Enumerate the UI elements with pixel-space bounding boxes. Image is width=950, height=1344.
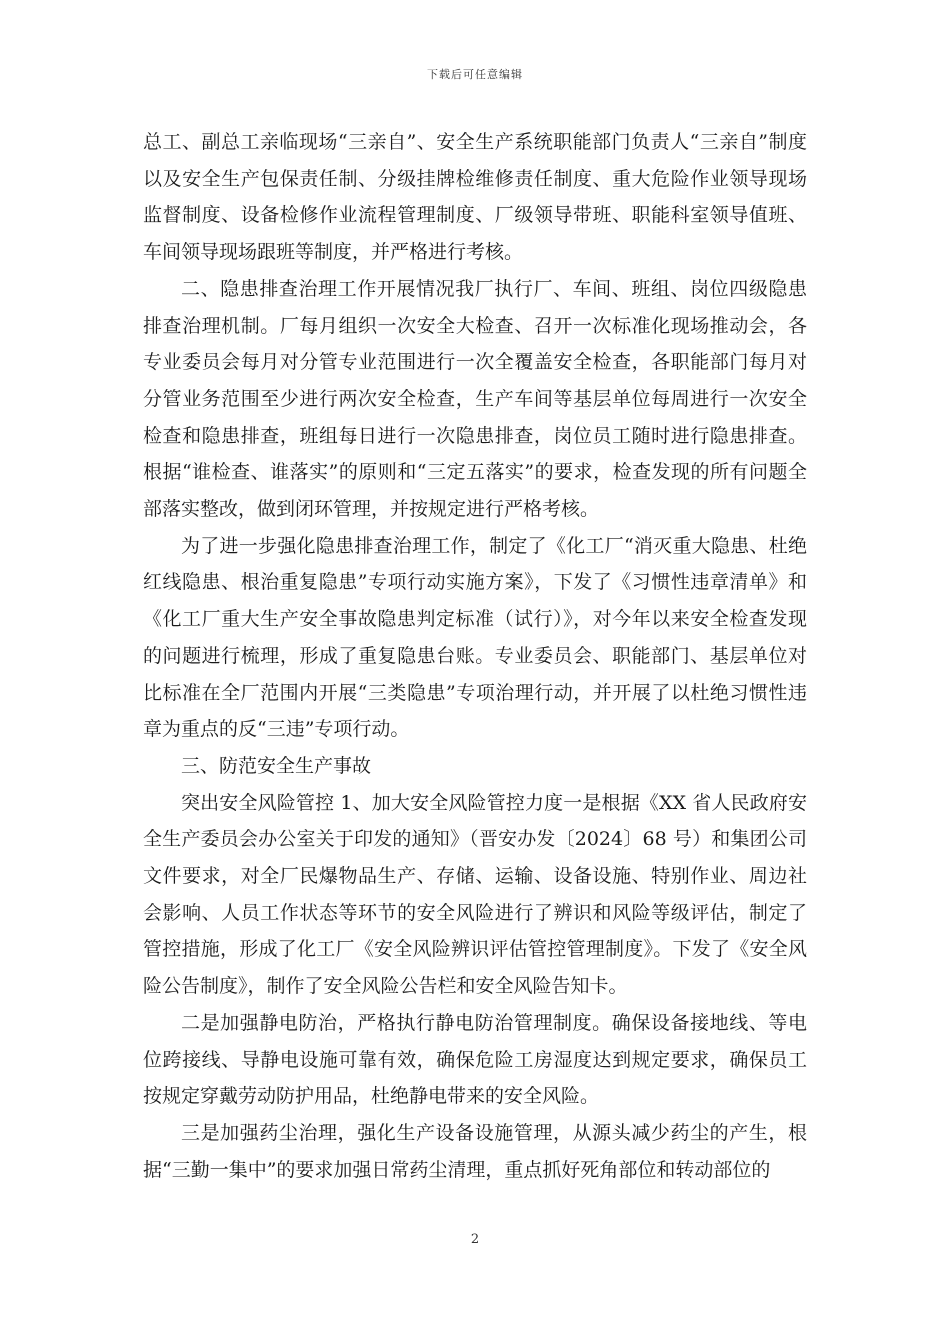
- paragraph-dust-control: 三是加强药尘治理，强化生产设备设施管理，从源头减少药尘的产生，根据“三勤一集中”的要求加强日常药尘清理，重点抓好死角部位和转动部位的: [143, 1121, 807, 1181]
- paragraph-continued: 总工、副总工亲临现场“三亲自”、安全生产系统职能部门负责人“三亲自”制度以及安全生产包保责任制、分级挂牌检维修责任制度、重大危险作业领导现场监督制度、设备检修作业流程管理制度、厂级领导带班、职能科室领导值班、车间领导现场跟班等制度，并严格进行考核。: [143, 131, 807, 264]
- paragraph-special-action: 为了进一步强化隐患排查治理工作，制定了《化工厂“消灭重大隐患、杜绝红线隐患、根治重复隐患”专项行动实施方案》，下发了《习惯性违章清单》和《化工厂重大生产安全事故隐患判定标准（试行）》，对今年以来安全检查发现的问题进行梳理，形成了重复隐患台账。专业委员会、职能部门、基层单位对比标准在全厂范围内开展“三类隐患”专项治理行动，并开展了以杜绝习惯性违章为重点的反“三违”专项行动。: [143, 534, 807, 741]
- section-heading-accident-prevention: 三、防范安全生产事故: [181, 754, 372, 777]
- paragraph-hazard-investigation: 二、隐患排查治理工作开展情况我厂执行厂、车间、班组、岗位四级隐患排查治理机制。厂每月组织一次安全大检查、召开一次标准化现场推动会，各专业委员会每月对分管专业范围进行一次全覆盖安全检查，各职能部门每月对分管业务范围至少进行两次安全检查，生产车间等基层单位每周进行一次安全检查和隐患排查，班组每日进行一次隐患排查，岗位员工随时进行隐患排查。根据“谁检查、谁落实”的原则和“三定五落实”的要求，检查发现的所有问题全部落实整改，做到闭环管理，并按规定进行严格考核。: [143, 277, 807, 521]
- paragraph-risk-control: 突出安全风险管控 1、加大安全风险管控力度一是根据《XX 省人民政府安全生产委员会办公室关于印发的通知》（晋安办发〔2024〕68 号）和集团公司文件要求，对全厂民爆物品生产、存储、运输、设备设施、特别作业、周边社会影响、人员工作状态等环节的安全风险进行了辨识和风险等级评估，制定了管控措施，形成了化工厂《安全风险辨识评估管控管理制度》。下发了《安全风险公告制度》，制作了安全风险公告栏和安全风险告知卡。: [143, 791, 807, 998]
- document-body: [143, 124, 807, 1188]
- page-number: 2: [470, 1232, 480, 1247]
- page-header-note: 下载后可任意编辑: [427, 68, 523, 81]
- paragraph-static-prevention: 二是加强静电防治，严格执行静电防治管理制度。确保设备接地线、等电位跨接线、导静电设施可靠有效，确保危险工房湿度达到规定要求，确保员工按规定穿戴劳动防护用品，杜绝静电带来的安全风险。: [143, 1011, 807, 1108]
